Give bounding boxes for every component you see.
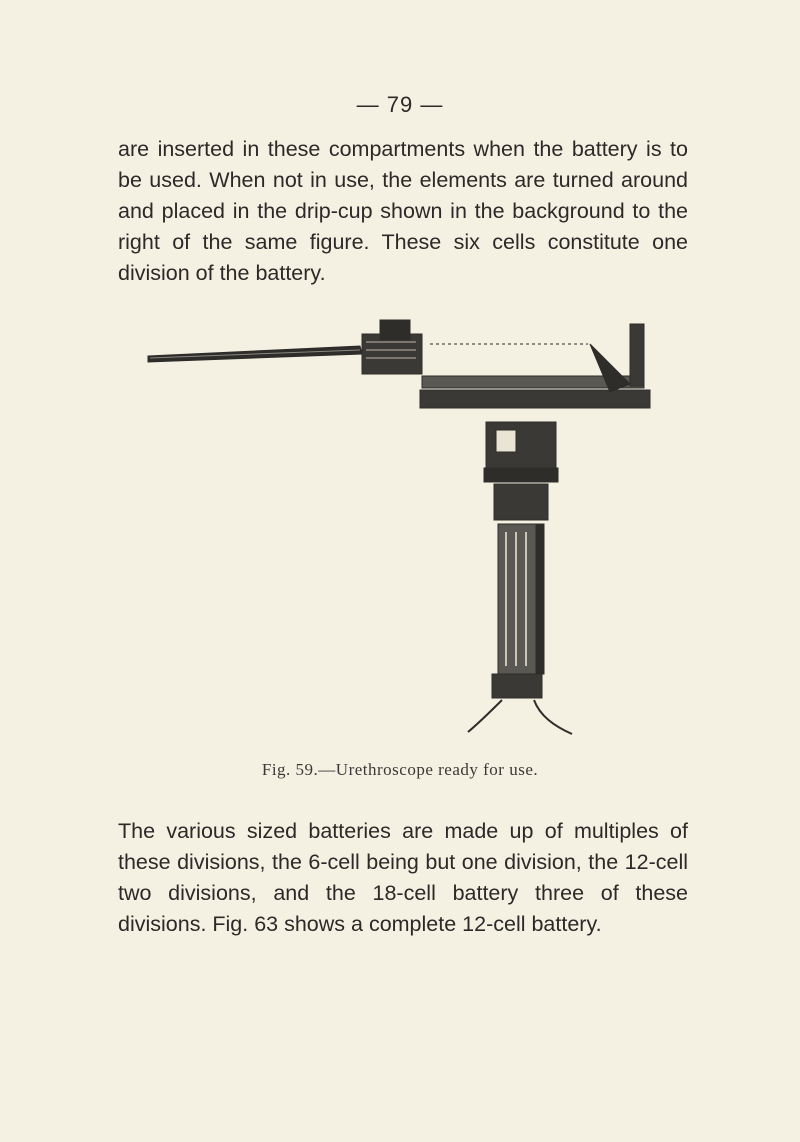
paragraph-top: are inserted in these compartments when the battery is to be used. When not in use, the elements are turned around and placed in the drip-cup shown in the background to the right of the same figure. These six cells constitute one division of the battery.	[118, 137, 688, 285]
paragraph-bottom: The various sized batteries are made up of multiples of these divisions, the 6-cell being but one division, the 12-cell two divisions, and the 18-cell battery three of these divisions. Fig. 63 shows a complete 12-cell battery.	[118, 819, 688, 936]
lamp-holder	[630, 324, 644, 386]
battery-handle	[494, 484, 548, 520]
figure-caption: Fig. 59.—Urethroscope ready for use.	[261, 760, 539, 779]
connection-wires	[468, 700, 502, 732]
page-number: — 79 —	[356, 92, 444, 117]
urethroscope-illustration	[140, 312, 680, 752]
